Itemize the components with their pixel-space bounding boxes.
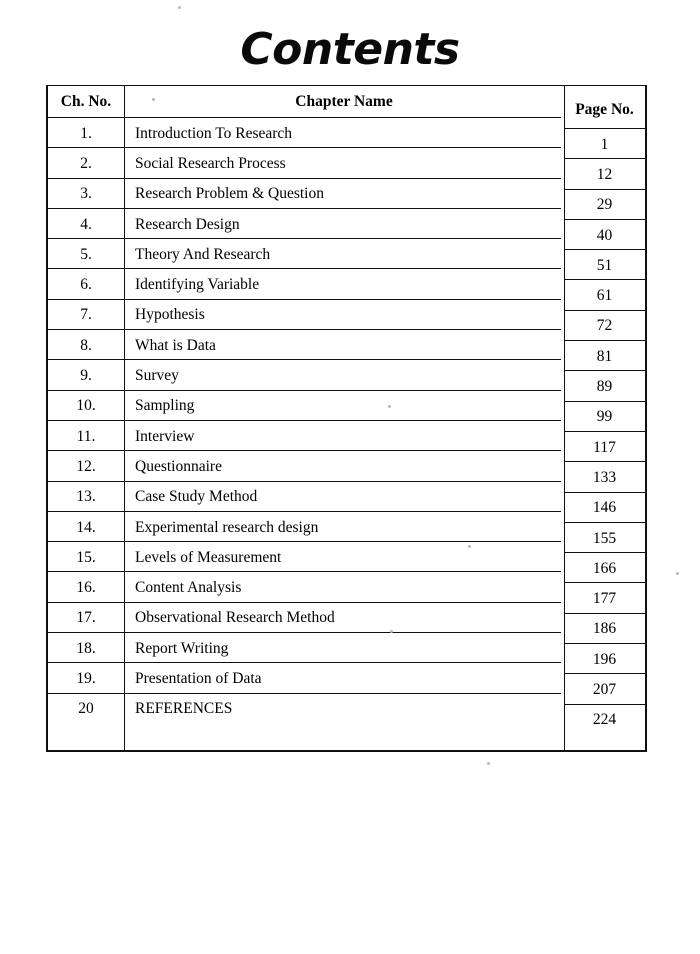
cell-page-no: 196 xyxy=(592,650,617,668)
table-row xyxy=(48,694,645,729)
scan-speckle xyxy=(676,572,679,575)
cell-chapter-no: 12. xyxy=(76,457,96,475)
cell-chapter-no: 14. xyxy=(76,518,96,536)
table-row xyxy=(48,512,645,547)
cell-page-no: 81 xyxy=(596,347,613,365)
cell-chapter-no: 18. xyxy=(76,639,96,657)
table-row xyxy=(48,391,645,426)
cell-page-no: 117 xyxy=(593,438,616,456)
page-title: Contents xyxy=(240,24,460,75)
cell-chapter-no: 16. xyxy=(76,579,96,597)
cell-chapter-name: Observational Research Method xyxy=(135,609,335,627)
cell-page-no: 89 xyxy=(596,378,613,396)
cell-chapter-name: Sampling xyxy=(135,397,195,415)
cell-page-no: 29 xyxy=(596,196,613,214)
cell-chapter-name: Introduction To Research xyxy=(135,124,293,142)
cell-page-no: 146 xyxy=(592,499,617,517)
cell-chapter-no: 3. xyxy=(80,185,92,203)
cell-chapter-no: 13. xyxy=(76,488,96,506)
table-row xyxy=(48,239,645,274)
table-row xyxy=(48,663,645,699)
cell-chapter-no: 10. xyxy=(76,397,96,415)
cell-page-no: 133 xyxy=(592,468,617,486)
cell-chapter-no: 17. xyxy=(76,609,96,627)
cell-chapter-no: 11. xyxy=(76,427,96,445)
cell-page-no: 224 xyxy=(592,711,617,729)
cell-chapter-no: 20 xyxy=(78,700,94,718)
cell-chapter-name: Report Writing xyxy=(135,639,229,657)
cell-chapter-no: 19. xyxy=(76,670,96,688)
cell-chapter-no: 8. xyxy=(80,336,92,354)
table-row xyxy=(48,542,645,577)
table-row xyxy=(48,118,645,153)
scan-speckle xyxy=(178,6,181,9)
table-row xyxy=(48,360,645,396)
table-row xyxy=(48,300,645,335)
cell-chapter-name: REFERENCES xyxy=(135,700,233,718)
cell-page-no: 177 xyxy=(592,590,617,608)
cell-chapter-no: 9. xyxy=(80,367,92,385)
cell-page-no: 207 xyxy=(592,681,617,699)
cell-chapter-name: Experimental research design xyxy=(135,518,319,536)
cell-page-no: 99 xyxy=(596,408,613,426)
table-row xyxy=(48,482,645,517)
cell-chapter-name: Content Analysis xyxy=(135,579,242,597)
cell-chapter-name: Presentation of Data xyxy=(135,670,262,688)
cell-chapter-no: 6. xyxy=(80,276,92,294)
table-row xyxy=(48,148,645,183)
header-chapter-name: Chapter Name xyxy=(295,93,393,111)
table-of-contents xyxy=(46,85,647,752)
cell-page-no: 1 xyxy=(600,135,609,153)
cell-chapter-name: Research Problem & Question xyxy=(135,185,324,203)
table-row xyxy=(48,633,645,668)
table-row xyxy=(48,451,645,486)
table-row xyxy=(48,270,645,305)
cell-chapter-name: Case Study Method xyxy=(135,488,258,506)
cell-chapter-no: 1. xyxy=(80,124,92,142)
cell-chapter-name: Research Design xyxy=(135,215,240,233)
scan-speckle xyxy=(487,762,490,765)
cell-chapter-no: 5. xyxy=(80,245,92,263)
table-row xyxy=(48,330,645,365)
table-header-row xyxy=(48,86,645,118)
cell-chapter-name: Interview xyxy=(135,427,195,445)
cell-page-no: 51 xyxy=(596,256,613,274)
header-page-no: Page No. xyxy=(575,101,634,119)
cell-page-no: 12 xyxy=(596,165,613,183)
table-row xyxy=(48,421,645,456)
cell-chapter-name: Survey xyxy=(135,367,179,385)
table-row xyxy=(48,573,645,608)
cell-chapter-name: Hypothesis xyxy=(135,306,205,324)
cell-chapter-no: 4. xyxy=(80,215,92,233)
table-row xyxy=(48,179,645,214)
cell-chapter-no: 7. xyxy=(80,306,92,324)
table-row xyxy=(48,209,645,244)
cell-page-no: 72 xyxy=(596,317,613,335)
cell-page-no: 40 xyxy=(596,226,613,244)
cell-chapter-name: Social Research Process xyxy=(135,154,286,172)
cell-page-no: 155 xyxy=(592,529,617,547)
cell-chapter-name: Questionnaire xyxy=(135,457,222,475)
cell-chapter-name: Identifying Variable xyxy=(135,276,260,294)
cell-chapter-name: What is Data xyxy=(135,336,216,354)
cell-page-no: 166 xyxy=(592,559,617,577)
cell-page-no: 61 xyxy=(596,287,613,305)
cell-page-no: 186 xyxy=(592,620,617,638)
cell-chapter-no: 2. xyxy=(80,154,92,172)
header-chapter-no: Ch. No. xyxy=(60,93,112,111)
cell-chapter-name: Levels of Measurement xyxy=(135,548,282,566)
cell-chapter-no: 15. xyxy=(76,548,96,566)
table-row xyxy=(48,603,645,638)
cell-chapter-name: Theory And Research xyxy=(135,245,271,263)
